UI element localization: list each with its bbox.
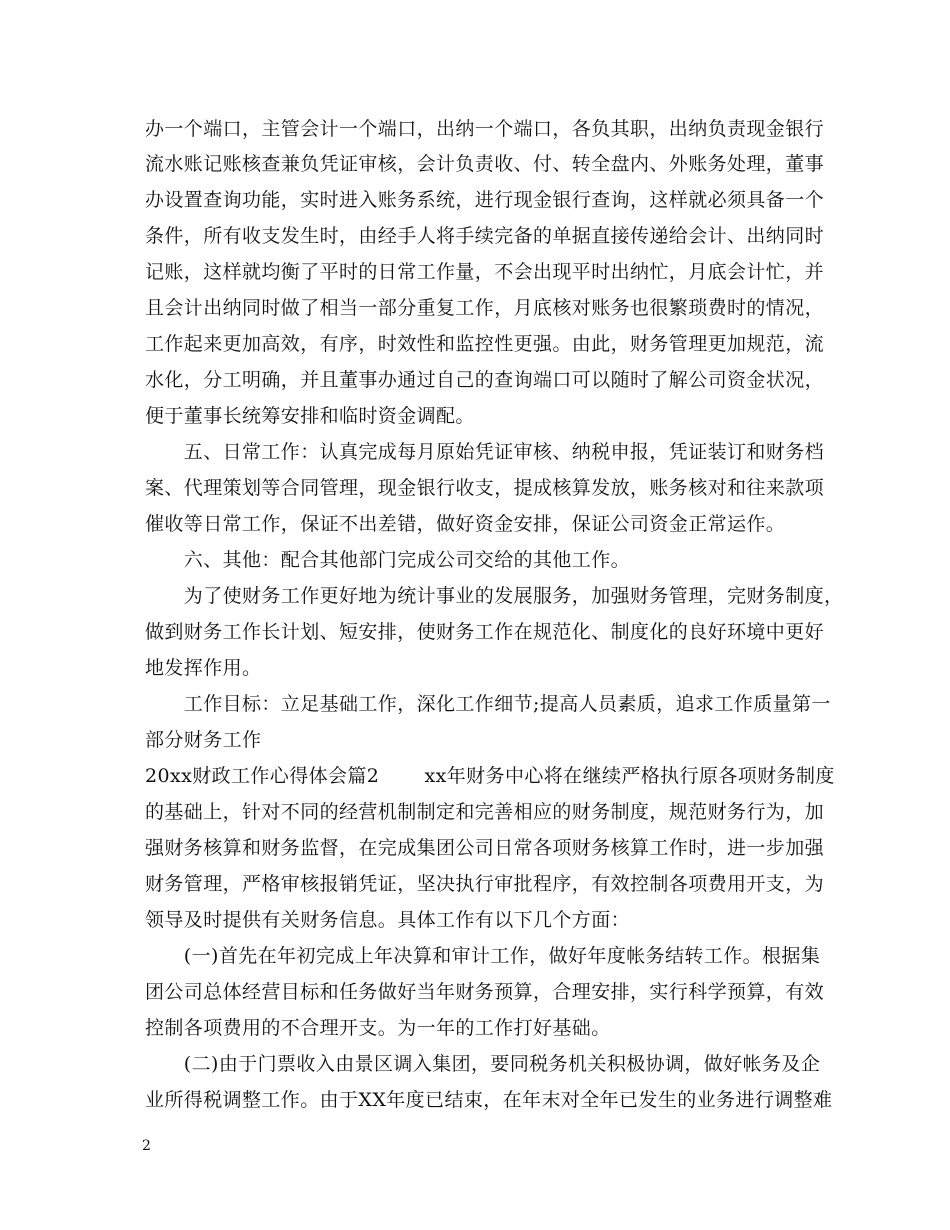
text-line: 领导及时提供有关财务信息。具体工作有以下几个方面： xyxy=(145,909,631,931)
text-line: 流水账记账核查兼负凭证审核，会计负责收、付、转全盘内、外账务处理，董事 xyxy=(145,153,825,175)
text-line: 部分财务工作 xyxy=(145,729,262,751)
text-line: 办设置查询功能，实时进入账务系统，进行现金银行查询，这样就必须具备一个 xyxy=(145,189,825,211)
text-line: 强财务核算和财务监督，在完成集团公司日常各项财务核算工作时，进一步加强 xyxy=(145,837,825,859)
text-line: 办一个端口，主管会计一个端口，出纳一个端口，各负其职，出纳负责现金银行 xyxy=(145,118,825,140)
text-line: 业所得税调整工作。由于XX年度已结束，在年末对全年已发生的业务进行调整难 xyxy=(145,1089,833,1111)
text-line: 条件，所有收支发生时，由经手人将手续完备的单据直接传递给会计、出纳同时 xyxy=(145,225,825,247)
text-line: 六、其他：配合其他部门完成公司交给的其他工作。 xyxy=(145,549,631,571)
text-line: 工作目标：立足基础工作，深化工作细节;提高人员素质，追求工作质量第一 xyxy=(145,693,831,715)
text-line: 案、代理策划等合同管理，现金银行收支，提成核算发放，账务核对和往来款项 xyxy=(145,477,825,499)
text-line: 记账，这样就均衡了平时的日常工作量，不会出现平时出纳忙，月底会计忙，并 xyxy=(145,261,825,283)
page-number: 2 xyxy=(142,1138,151,1154)
text-line: 且会计出纳同时做了相当一部分重复工作，月底核对账务也很繁琐费时的情况， xyxy=(145,297,825,319)
text-line: 为了使财务工作更好地为统计事业的发展服务，加强财务管理，完财务制度， xyxy=(145,585,844,607)
text-line: 工作起来更加高效，有序，时效性和监控性更强。由此，财务管理更加规范，流 xyxy=(145,333,825,355)
text-line: 催收等日常工作，保证不出差错，做好资金安排，保证公司资金正常运作。 xyxy=(145,513,786,535)
text-line: (二)由于门票收入由景区调入集团，要同税务机关积极协调，做好帐务及企 xyxy=(145,1053,821,1075)
text-line: (一)首先在年初完成上年决算和审计工作，做好年度帐务结转工作。根据集 xyxy=(145,945,821,967)
text-line: 的基础上，针对不同的经营机制制定和完善相应的财务制度，规范财务行为，加 xyxy=(145,801,825,823)
text-line: 团公司总体经营目标和任务做好当年财务预算，合理安排，实行科学预算，有效 xyxy=(145,981,825,1003)
text-line: 便于董事长统筹安排和临时资金调配。 xyxy=(145,405,475,427)
text-line: 财务管理，严格审核报销凭证，坚决执行审批程序，有效控制各项费用开支，为 xyxy=(145,873,825,895)
text-line: 控制各项费用的不合理开支。为一年的工作打好基础。 xyxy=(145,1017,611,1039)
text-line: 地发挥作用。 xyxy=(145,657,262,679)
text-line: 20xx财政工作心得体会篇2 xx年财务中心将在继续严格执行原各项财务制度 xyxy=(145,765,835,787)
text-line: 五、日常工作：认真完成每月原始凭证审核、纳税申报，凭证装订和财务档 xyxy=(145,441,825,463)
text-line: 水化，分工明确，并且董事办通过自己的查询端口可以随时了解公司资金状况， xyxy=(145,369,825,391)
text-line: 做到财务工作长计划、短安排，使财务工作在规范化、制度化的良好环境中更好 xyxy=(145,621,825,643)
